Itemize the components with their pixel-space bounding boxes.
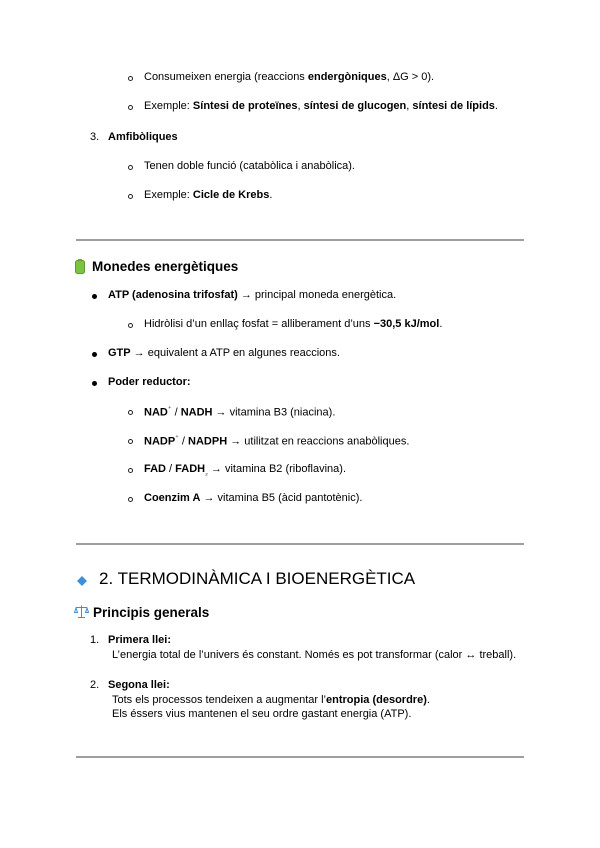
list-item-text: Tots els processos tendeixen a augmentar l’entropia (desordre).: [112, 694, 430, 706]
list-item-title: Amfibòliques: [108, 131, 178, 143]
list-item: NAD⁺ / NADH → vitamina B3 (niacina).: [144, 406, 336, 419]
divider: [76, 239, 524, 241]
divider: [76, 756, 524, 758]
divider: [76, 543, 524, 545]
battery-icon: [75, 259, 85, 274]
list-item: ATP (adenosina trifosfat) → principal moneda energètica.: [108, 289, 397, 301]
list-item-text: L’energia total de l’univers és constant. Només es pot transformar (calor ↔ treball).: [112, 649, 517, 661]
list-item-text: Els éssers vius mantenen el seu ordre gastant energia (ATP).: [112, 708, 412, 720]
section-heading: Principis generals: [93, 605, 210, 620]
list-item: Tenen doble funció (catabòlica i anabòlica).: [144, 160, 355, 172]
list-item-title: Segona llei:: [108, 679, 170, 691]
list-item: Exemple: Síntesi de proteïnes, síntesi de glucogen, síntesi de lípids.: [144, 100, 498, 112]
sub-bullet: [128, 194, 133, 199]
sub-bullet: [128, 76, 133, 81]
list-number: 2.: [90, 679, 100, 691]
list-item: Consumeixen energia (reaccions endergòniques, ΔG > 0).: [144, 71, 435, 83]
diamond-icon: [77, 573, 87, 583]
bullet: [92, 381, 97, 386]
bullet: [92, 352, 97, 357]
list-number: 3.: [90, 131, 100, 143]
sub-bullet: [128, 105, 133, 110]
sub-bullet: [128, 165, 133, 170]
sub-bullet: [128, 439, 133, 444]
list-item: Hidròlisi d’un enllaç fosfat = alliberament d’uns −30,5 kJ/mol.: [144, 318, 443, 330]
sub-bullet: [128, 323, 133, 328]
list-item: GTP → equivalent a ATP en algunes reaccions.: [108, 347, 340, 359]
sub-bullet: [128, 468, 133, 473]
list-item: NADP⁺ / NADPH → utilitzat en reaccions anabòliques.: [144, 435, 410, 448]
bullet: [92, 294, 97, 299]
list-item: Exemple: Cicle de Krebs.: [144, 189, 273, 201]
sub-bullet: [128, 410, 133, 415]
sub-bullet: [128, 497, 133, 502]
list-item: FAD / $FADH_{_2}$ → vitamina B2 (riboflavina).: [144, 463, 347, 478]
list-item: Coenzim A → vitamina B5 (àcid pantotènic).: [144, 492, 363, 504]
section-heading: Monedes energètiques: [92, 259, 239, 274]
list-item: Poder reductor:: [108, 376, 191, 388]
list-item-title: Primera llei:: [108, 634, 171, 646]
page-title: 2. TERMODINÀMICA I BIOENERGÈTICA: [99, 569, 416, 588]
list-number: 1.: [90, 634, 100, 646]
scales-icon: [74, 604, 89, 619]
